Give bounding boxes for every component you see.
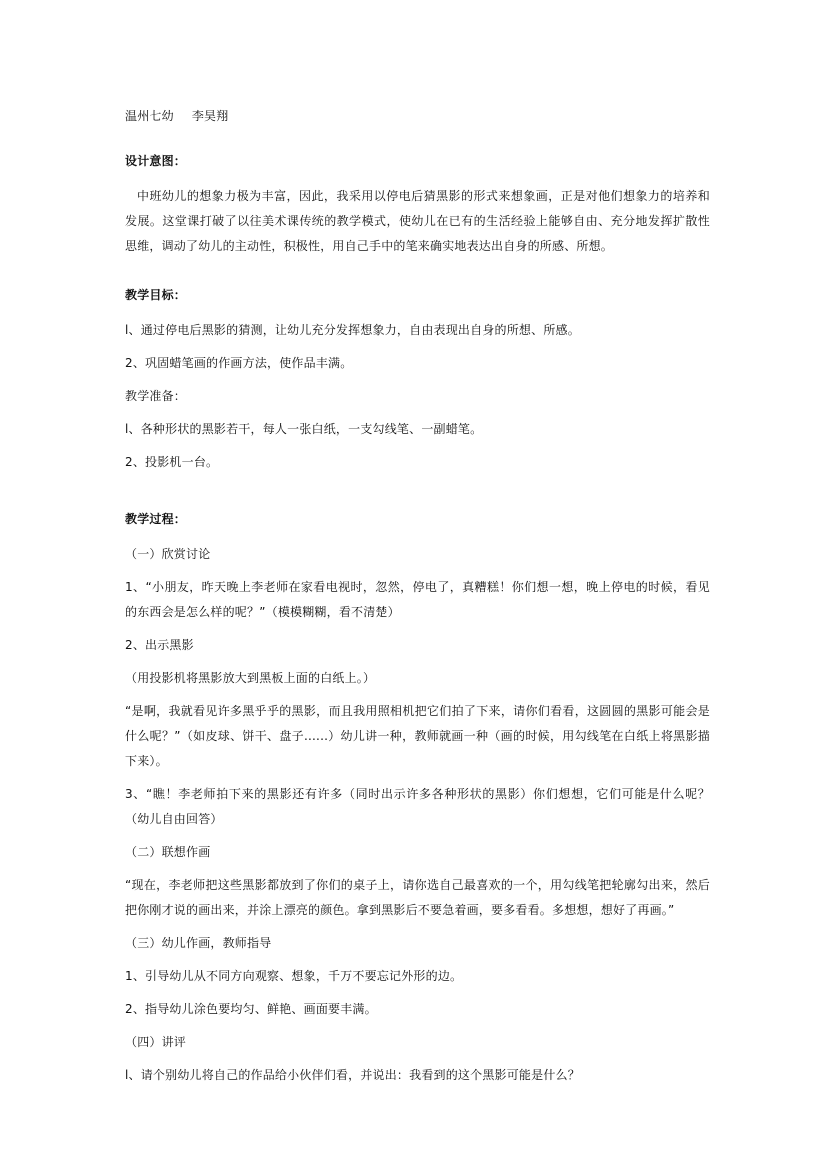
process-step-1-2: 2、出示黑影	[125, 638, 194, 652]
design-heading: 设计意图：	[125, 154, 187, 168]
process-step-3-2: 2、指导幼儿涂色要均匀、鲜艳、画面要丰满。	[125, 1002, 377, 1016]
process-section-3: （三）幼儿作画，教师指导	[125, 936, 272, 950]
document-content	[125, 104, 710, 1096]
process-step-4-1: l、请个别幼儿将自己的作品给小伙伴们看，并说出：我看到的这个黑影可能是什么？	[125, 1068, 580, 1082]
process-step-1-2-dialog: “是啊，我就看见许多黑乎乎的黑影，而且我用照相机把它们拍了下来，请你们看看，这圆圆的黑影可能会是什么呢？”（如皮球、饼干、盘子......）幼儿讲一种，教师就画一种（画的时候，用勾线笔在白纸上将黑影描下来）。	[125, 704, 710, 768]
process-step-2-dialog: “现在，李老师把这些黑影都放到了你们的桌子上，请你选自己最喜欢的一个，用勾线笔把轮廓勾出来，然后把你刚才说的画出来，并涂上漂亮的颜色。拿到黑影后不要急着画，要多看看。多想想，想好了再画。”	[125, 878, 710, 917]
prep-item-1: l、各种形状的黑影若干，每人一张白纸，一支勾线笔、一副蜡笔。	[125, 422, 483, 436]
author-name: 李昊翔	[191, 109, 229, 123]
process-heading: 教学过程：	[125, 512, 187, 526]
goals-heading: 教学目标：	[125, 288, 187, 302]
process-step-1-3: 3、“瞧！李老师拍下来的黑影还有许多（同时出示许多各种形状的黑影）你们想想，它们可能是什么呢？（幼儿自由回答）	[125, 787, 710, 826]
process-step-1-2-note: （用投影机将黑影放大到黑板上面的白纸上。）	[125, 671, 376, 685]
goal-item-1: l、通过停电后黑影的猜测，让幼儿充分发挥想象力，自由表现出自身的所想、所感。	[125, 323, 580, 337]
prep-heading: 教学准备：	[125, 389, 187, 403]
process-section-2: （二）联想作画	[125, 845, 211, 859]
school-name: 温州七幼	[125, 109, 174, 123]
goal-item-2: 2、巩固蜡笔画的作画方法，使作品丰满。	[125, 356, 353, 370]
design-paragraph: 中班幼儿的想象力极为丰富，因此，我采用以停电后猜黑影的形式来想象画，正是对他们想象力的培养和发展。这堂课打破了以往美术课传统的教学模式，使幼儿在已有的生活经验上能够自由、充分地发挥扩散性思维，调动了幼儿的主动性，积极性，用自己手中的笔来确实地表达出自身的所感、所想。	[125, 189, 710, 253]
process-section-4: （四）讲评	[125, 1035, 187, 1049]
process-step-1-1: 1、“小朋友，昨天晚上李老师在家看电视时，忽然，停电了，真糟糕！你们想一想，晚上停电的时候，看见的东西会是怎么样的呢？”（模模糊糊，看不清楚）	[125, 580, 710, 619]
process-step-3-1: 1、引导幼儿从不同方向观察、想象，千万不要忘记外形的边。	[125, 969, 463, 983]
prep-item-2: 2、投影机一台。	[125, 455, 219, 469]
author-line	[125, 104, 710, 129]
process-section-1: （一）欣赏讨论	[125, 547, 211, 561]
